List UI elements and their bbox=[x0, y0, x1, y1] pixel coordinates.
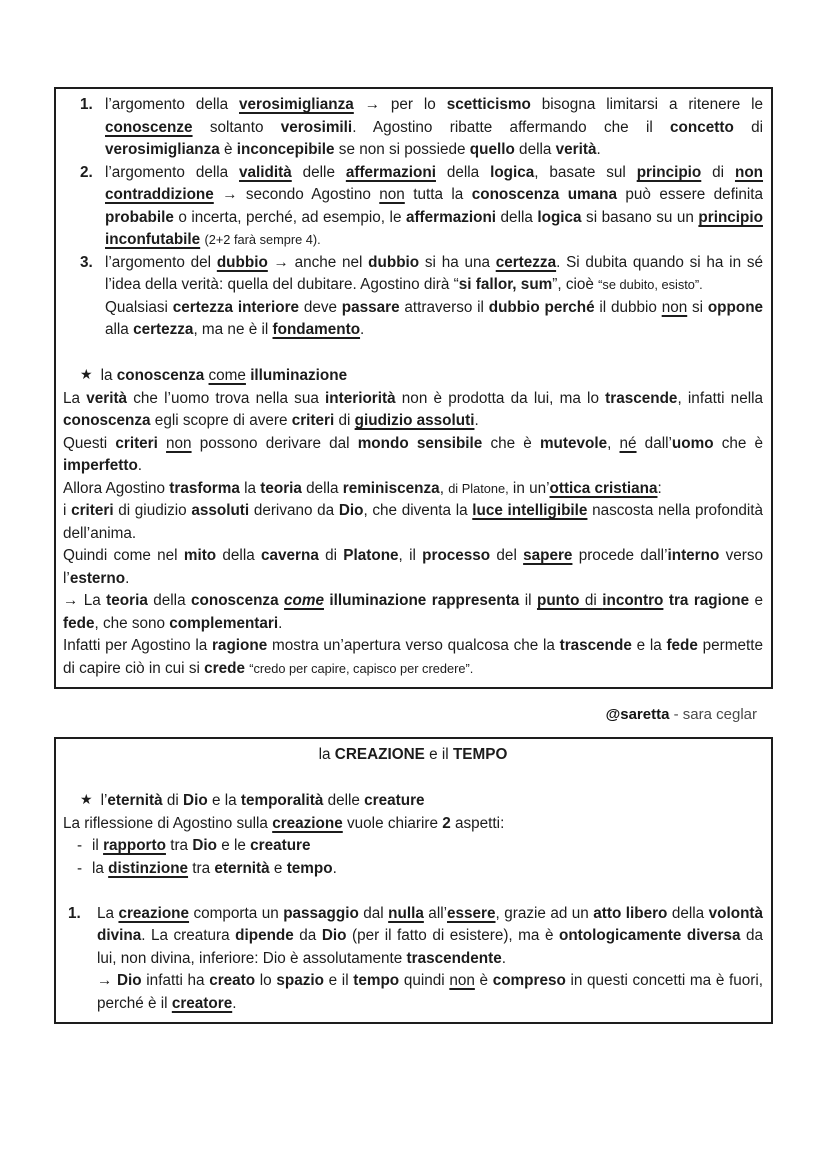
text-run: teoria bbox=[260, 479, 302, 497]
text-run: vuole chiarire bbox=[342, 814, 443, 832]
spacer bbox=[63, 342, 763, 365]
text-run: Quindi come nel bbox=[63, 547, 184, 564]
text-run: reminiscenza bbox=[342, 479, 440, 497]
text-run: attraverso il bbox=[399, 298, 489, 316]
item-number: 3. bbox=[80, 253, 93, 271]
text-run: Dio bbox=[183, 792, 208, 809]
text-run: creature bbox=[364, 792, 425, 809]
text-run: , bbox=[439, 479, 449, 497]
text-run: e la bbox=[207, 792, 241, 809]
text-run: sapere bbox=[523, 547, 573, 564]
text-run: . Si dubita quando si ha in sé l’idea della verità: quella del dubitare. Agostino dirà “ bbox=[105, 253, 763, 293]
eternity-heading-text bbox=[101, 792, 425, 809]
text-run: conoscenze bbox=[105, 118, 193, 136]
text-run: → bbox=[97, 972, 117, 989]
text-run: e la bbox=[631, 637, 667, 654]
text-run: il bbox=[92, 837, 104, 854]
paragraph bbox=[63, 500, 763, 545]
paragraph bbox=[63, 478, 763, 501]
paragraph bbox=[63, 433, 763, 478]
text-run: è bbox=[219, 141, 237, 158]
text-run: , ma ne è il bbox=[193, 321, 273, 338]
text-run: bisogna limitarsi a ritenere le bbox=[530, 96, 764, 113]
text-run: conoscenza umana bbox=[471, 186, 617, 203]
text-run: punto bbox=[536, 592, 580, 609]
paragraph bbox=[63, 388, 763, 433]
text-run: e bbox=[749, 592, 764, 609]
text-run: . bbox=[125, 569, 130, 587]
text-run: fondamento bbox=[272, 321, 361, 338]
text-run: complementari bbox=[169, 614, 279, 632]
text-run: processo bbox=[422, 547, 491, 564]
text-run: non bbox=[661, 298, 688, 316]
text-run: affermazioni bbox=[405, 208, 497, 226]
text-run: fede bbox=[666, 637, 698, 654]
text-run: della bbox=[216, 547, 261, 564]
text-run: mondo sensibile bbox=[357, 434, 483, 452]
text-run: della bbox=[667, 904, 709, 922]
text-run: trascendente bbox=[406, 949, 502, 967]
text-run: , il bbox=[398, 547, 423, 564]
paragraph bbox=[97, 970, 763, 1015]
text-run: incontro bbox=[602, 592, 664, 609]
text-run: . bbox=[137, 457, 143, 474]
item-number: 2. bbox=[80, 163, 93, 181]
text-run: creature bbox=[250, 837, 311, 854]
text-run: inconcepibile bbox=[236, 141, 335, 158]
paragraph bbox=[105, 162, 763, 252]
text-run: della bbox=[147, 592, 192, 609]
text-run: l’argomento della bbox=[105, 96, 240, 113]
creation-title-text bbox=[319, 746, 508, 763]
text-run: essere bbox=[447, 904, 496, 922]
paragraph bbox=[63, 545, 763, 590]
text-run: dubbio bbox=[216, 253, 268, 271]
scepticism-arguments-box bbox=[54, 87, 773, 689]
text-run: . La creatura bbox=[141, 927, 236, 944]
text-run: certezza bbox=[495, 253, 557, 271]
text-run: , infatti nella bbox=[677, 389, 764, 407]
text-run: Dio bbox=[338, 502, 364, 519]
creation-list bbox=[63, 903, 763, 1016]
numbered-item bbox=[63, 252, 763, 342]
text-run: (per il fatto di esistere), ma è bbox=[346, 927, 559, 944]
text-run: logica bbox=[490, 163, 535, 181]
text-run: creatore bbox=[171, 994, 233, 1012]
text-run: dubbio perché bbox=[488, 298, 595, 316]
text-run: 2 bbox=[442, 814, 451, 832]
text-run: e il bbox=[424, 746, 453, 763]
text-run: . bbox=[332, 859, 337, 877]
text-run: passare bbox=[341, 298, 400, 316]
text-run: temporalità bbox=[240, 792, 324, 809]
text-run: → per lo bbox=[353, 96, 447, 113]
text-run: che è bbox=[482, 434, 540, 452]
text-run: La bbox=[63, 389, 87, 407]
text-run: tra ragione bbox=[668, 592, 750, 609]
star-icon: ★ bbox=[80, 791, 93, 807]
text-run: la bbox=[92, 859, 109, 877]
text-run: conoscenza bbox=[116, 367, 205, 384]
text-run: spazio bbox=[276, 972, 324, 989]
creation-time-box bbox=[54, 737, 773, 1024]
text-run: passaggio bbox=[283, 904, 359, 922]
text-run: , che diventa la bbox=[363, 502, 473, 519]
text-run: verità bbox=[86, 389, 128, 407]
text-run: interno bbox=[667, 547, 720, 564]
text-run: Infatti per Agostino la bbox=[63, 637, 212, 654]
text-run: distinzione bbox=[108, 859, 189, 877]
illumination-heading bbox=[63, 364, 763, 388]
paragraph bbox=[105, 94, 763, 162]
text-run: si bbox=[687, 298, 708, 316]
text-run: Dio bbox=[192, 837, 217, 854]
text-run: procede dall’ bbox=[572, 547, 668, 564]
text-run: e bbox=[269, 859, 287, 877]
text-run: dubbio bbox=[368, 253, 420, 271]
text-run: tra bbox=[188, 859, 215, 877]
text-run: delle bbox=[323, 792, 365, 809]
text-run: imperfetto bbox=[63, 457, 138, 474]
text-run: illuminazione bbox=[250, 367, 348, 384]
text-run: della bbox=[496, 208, 538, 226]
text-run: principio inconfutabile bbox=[105, 208, 763, 248]
text-run: luce intelligibile bbox=[472, 502, 588, 519]
paragraph bbox=[105, 252, 763, 297]
text-run: : bbox=[657, 479, 662, 497]
creation-dash-list bbox=[63, 835, 763, 880]
text-run: scetticismo bbox=[446, 96, 531, 113]
text-run: non contraddizione bbox=[105, 163, 764, 203]
text-run: i bbox=[63, 502, 72, 519]
text-run: di giudizio bbox=[113, 502, 192, 519]
text-run: validità bbox=[239, 163, 292, 181]
text-run: possono derivare dal bbox=[191, 434, 358, 452]
text-run: in un’ bbox=[508, 479, 550, 497]
text-run: , grazie ad un bbox=[495, 904, 594, 922]
text-run: creazione bbox=[272, 814, 343, 832]
text-run: . bbox=[278, 614, 283, 632]
text-run: comporta un bbox=[189, 904, 284, 922]
text-run: non bbox=[166, 434, 192, 452]
text-run: come bbox=[284, 592, 324, 609]
text-run: si basano su un bbox=[581, 208, 699, 226]
text-run: Platone bbox=[343, 547, 399, 564]
text-run: del bbox=[490, 547, 524, 564]
numbered-item bbox=[63, 162, 763, 252]
text-run: . bbox=[596, 141, 601, 158]
text-run: logica bbox=[537, 208, 582, 226]
text-run: quello bbox=[469, 141, 515, 158]
text-run: in questi concetti ma è fuori, perché è il bbox=[97, 972, 764, 1012]
text-run: “credo per capire, capisco per credere”. bbox=[249, 660, 474, 676]
text-run: creazione bbox=[118, 904, 190, 922]
text-run: ottica cristiana bbox=[549, 479, 658, 497]
text-run: non bbox=[449, 972, 475, 989]
text-run: la bbox=[100, 367, 117, 384]
text-run: tutta la bbox=[404, 186, 472, 203]
text-run: uomo bbox=[671, 434, 714, 452]
text-run: conoscenza bbox=[63, 412, 151, 429]
dash-bullet: - bbox=[77, 837, 83, 854]
text-run: eternità bbox=[107, 792, 163, 809]
dash-bullet: - bbox=[77, 859, 83, 877]
text-run: verosimili bbox=[280, 118, 353, 136]
item-number: 1. bbox=[80, 96, 93, 113]
paragraph bbox=[63, 590, 763, 635]
spacer bbox=[63, 767, 763, 790]
text-run: di bbox=[579, 592, 603, 609]
illumination-heading-text bbox=[101, 367, 348, 384]
text-run: quindi bbox=[399, 972, 450, 989]
text-run: l’argomento della bbox=[105, 163, 240, 181]
eternity-heading bbox=[63, 789, 763, 813]
text-run: volontà divina bbox=[97, 904, 764, 944]
text-run: mutevole bbox=[539, 434, 608, 452]
arguments-list bbox=[63, 94, 763, 342]
text-run: Qualsiasi bbox=[105, 298, 173, 316]
text-run: verosimiglianza bbox=[239, 96, 354, 113]
text-run: il bbox=[519, 592, 537, 609]
text-run: probabile bbox=[105, 208, 174, 226]
text-run: l’argomento del bbox=[105, 253, 217, 271]
text-run: della bbox=[514, 141, 556, 158]
text-run bbox=[158, 435, 166, 452]
text-run: interiorità bbox=[325, 389, 396, 407]
text-run: la bbox=[318, 746, 335, 763]
text-run: l’ bbox=[100, 792, 108, 809]
text-run: lo bbox=[255, 972, 277, 989]
text-run: tempo bbox=[353, 972, 400, 989]
item-number: 1. bbox=[68, 904, 81, 922]
text-run: nulla bbox=[388, 904, 424, 922]
text-run: di bbox=[701, 163, 735, 181]
text-run: nascosta nella profondità dell’anima. bbox=[63, 502, 763, 542]
text-run: il dubbio bbox=[594, 298, 662, 316]
illumination-paragraphs bbox=[63, 388, 763, 681]
text-run: . Agostino ribatte affermando che il bbox=[352, 118, 671, 136]
text-run: delle bbox=[291, 163, 346, 181]
text-run: che è bbox=[713, 434, 764, 452]
text-run: illuminazione rappresenta bbox=[329, 592, 520, 609]
text-run: verso l’ bbox=[63, 547, 763, 587]
dash-item bbox=[63, 835, 763, 858]
text-run: affermazioni bbox=[345, 163, 436, 181]
text-run: criteri bbox=[291, 412, 335, 429]
text-run: “se dubito, esisto”. bbox=[598, 277, 703, 292]
text-run: → secondo Agostino bbox=[213, 186, 380, 203]
text-run: la bbox=[239, 479, 261, 497]
text-run: CREAZIONE bbox=[334, 746, 425, 763]
text-run: di Platone, bbox=[448, 480, 509, 496]
text-run: esterno bbox=[69, 569, 126, 587]
text-run: La bbox=[97, 904, 119, 922]
text-run: dipende bbox=[235, 927, 294, 944]
text-run: certezza bbox=[133, 321, 194, 338]
text-run: ”, cioè bbox=[552, 276, 599, 293]
text-run: o incerta, perché, ad esempio, le bbox=[173, 208, 406, 226]
text-run: soltanto bbox=[192, 118, 281, 136]
text-run: all’ bbox=[423, 904, 448, 922]
numbered-item bbox=[63, 903, 763, 1016]
paragraph bbox=[97, 903, 763, 971]
text-run: . bbox=[501, 949, 506, 967]
text-run: creato bbox=[209, 972, 256, 989]
text-run: La riflessione di Agostino sulla bbox=[63, 814, 273, 832]
text-run: . bbox=[360, 321, 365, 338]
text-run: fede bbox=[63, 614, 95, 632]
text-run: di bbox=[318, 547, 344, 564]
text-run: (2+2 farà sempre 4). bbox=[204, 232, 321, 247]
author-name: - sara ceglar bbox=[669, 706, 757, 723]
text-run: compreso bbox=[492, 972, 566, 989]
text-run: atto libero bbox=[593, 904, 668, 922]
text-run: tra bbox=[165, 837, 193, 854]
text-run: → anche nel bbox=[267, 253, 369, 271]
text-run: mostra un’apertura verso qualcosa che la bbox=[267, 637, 560, 654]
text-run: non bbox=[379, 186, 405, 203]
text-run: rapporto bbox=[103, 837, 166, 854]
text-run: di bbox=[162, 792, 184, 809]
text-run: si fallor, sum bbox=[458, 276, 553, 293]
text-run: trasforma bbox=[169, 479, 240, 497]
text-run: . bbox=[232, 994, 237, 1012]
text-run: teoria bbox=[106, 592, 148, 609]
spacer bbox=[63, 880, 763, 903]
text-run: Dio bbox=[321, 927, 347, 944]
text-run: conoscenza bbox=[191, 592, 279, 609]
text-run: trascende bbox=[559, 637, 632, 654]
text-run: aspetti: bbox=[450, 814, 505, 832]
text-run: che l’uomo trova nella sua bbox=[127, 389, 326, 407]
text-run: crede bbox=[204, 659, 245, 677]
text-run: criteri bbox=[115, 434, 158, 452]
text-run: giudizio assoluti bbox=[354, 412, 475, 429]
dash-item bbox=[63, 858, 763, 881]
text-run: alla bbox=[105, 321, 134, 338]
author-handle: @saretta bbox=[605, 706, 670, 723]
creation-intro bbox=[63, 813, 763, 836]
text-run: verosimiglianza bbox=[105, 141, 220, 158]
text-run: deve bbox=[299, 298, 342, 316]
text-run: . bbox=[474, 412, 479, 429]
text-run: né bbox=[619, 434, 637, 452]
text-run: egli scopre di avere bbox=[150, 412, 292, 429]
text-run: oppone bbox=[707, 298, 764, 316]
text-run: dal bbox=[358, 904, 389, 922]
numbered-item bbox=[63, 94, 763, 162]
text-run: caverna bbox=[261, 547, 319, 564]
text-run: derivano da bbox=[249, 502, 339, 519]
text-run: si ha una bbox=[419, 253, 496, 271]
text-run: di bbox=[733, 118, 764, 136]
text-run: , che sono bbox=[94, 614, 170, 632]
text-run: , bbox=[607, 434, 620, 452]
text-run: della bbox=[435, 163, 491, 181]
author-signature bbox=[54, 704, 757, 727]
text-run: infatti ha bbox=[141, 972, 210, 989]
paragraph bbox=[63, 635, 763, 680]
text-run: da bbox=[293, 927, 322, 944]
text-run: criteri bbox=[71, 502, 114, 519]
text-run: → La bbox=[63, 592, 107, 609]
text-run: TEMPO bbox=[452, 746, 508, 763]
text-run: mito bbox=[183, 547, 217, 564]
text-run: di bbox=[334, 412, 355, 429]
text-run: e il bbox=[323, 972, 354, 989]
text-run: è bbox=[474, 972, 493, 989]
text-run: della bbox=[301, 479, 343, 497]
text-run: assoluti bbox=[191, 502, 250, 519]
text-run: Allora Agostino bbox=[63, 479, 170, 497]
text-run: da lui, non divina, inferiore: Dio è assolutamente bbox=[97, 927, 764, 967]
text-run: concetto bbox=[670, 118, 734, 136]
text-run: non è prodotta da lui, ma lo bbox=[395, 389, 606, 407]
text-run: principio bbox=[636, 163, 702, 181]
text-run: dall’ bbox=[636, 434, 672, 452]
text-run: Dio bbox=[116, 972, 142, 989]
text-run: tempo bbox=[286, 859, 333, 877]
text-run: , basate sul bbox=[534, 163, 637, 181]
paragraph bbox=[105, 297, 763, 342]
text-run: eternità bbox=[214, 859, 270, 877]
text-run: trascende bbox=[605, 389, 678, 407]
text-run: ragione bbox=[211, 637, 268, 654]
text-run: ontologicamente diversa bbox=[558, 927, 741, 944]
text-run: permette di capire ciò in cui si bbox=[63, 637, 763, 677]
text-run: può essere definita bbox=[617, 186, 764, 203]
text-run: e le bbox=[216, 837, 251, 854]
text-run: certezza interiore bbox=[172, 298, 300, 316]
text-run: se non si possiede bbox=[334, 141, 470, 158]
text-run: verità bbox=[555, 141, 597, 158]
text-run: come bbox=[208, 367, 246, 384]
text-run: Questi bbox=[63, 434, 116, 452]
star-icon: ★ bbox=[80, 366, 93, 382]
creation-title bbox=[63, 744, 763, 767]
